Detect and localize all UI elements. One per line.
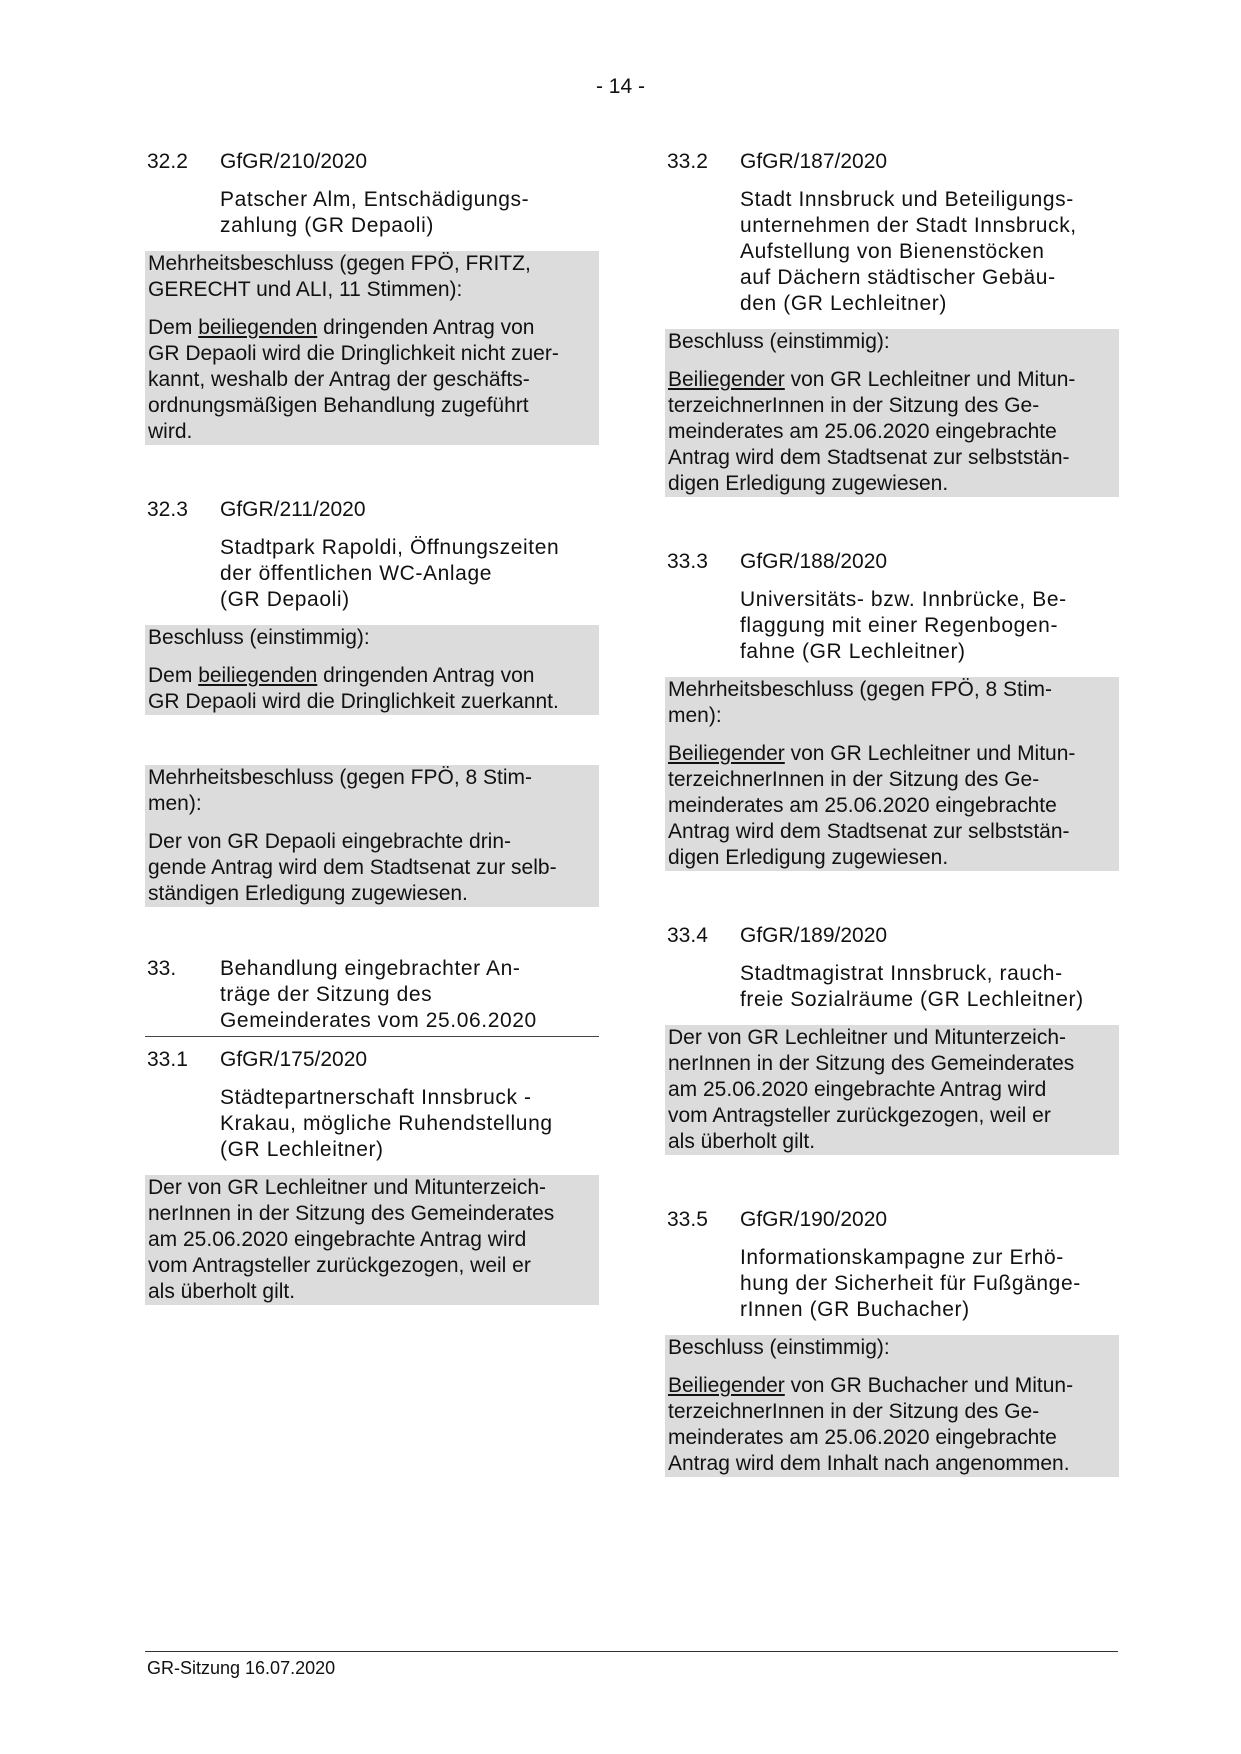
item-code: GfGR/188/2020 [740, 550, 888, 573]
page-number: - 14 - [595, 75, 645, 98]
item-code: GfGR/190/2020 [740, 1208, 888, 1231]
decision-text: Dem beiliegenden dringenden Antrag von GR Depaoli wird die Dringlichkeit zuerkannt. [148, 664, 559, 713]
item-title: Universitäts- bzw. Innbrücke, Be- flaggung mit einer Regenbogen- fahne (GR Lechleitner) [740, 588, 1067, 663]
item-32-2 [145, 149, 599, 445]
decision-block [145, 251, 599, 445]
item-title: Stadt Innsbruck und Beteiligungs- unternehmen der Stadt Innsbruck, Aufstellung von Bienenstöcken auf Dächern städtischer Gebäu- den (GR Lechleitner) [740, 188, 1077, 315]
decision-type: Beschluss (einstimmig): [148, 626, 370, 649]
item-33-heading [145, 956, 599, 1037]
decision-text: Beiliegender von GR Lechleitner und Mitun- terzeichnerInnen in der Sitzung des Ge- meinderates am 25.06.2020 eingebrachte Antrag wird dem Stadtsenat zur selbststän- digen Erledigung zugewiesen. [668, 742, 1076, 869]
decision-type: Mehrheitsbeschluss (gegen FPÖ, 8 Stim- men): [668, 678, 1052, 727]
decision-type: Mehrheitsbeschluss (gegen FPÖ, FRITZ, GERECHT und ALI, 11 Stimmen): [148, 252, 531, 301]
item-code: GfGR/210/2020 [220, 150, 368, 173]
item-33-5 [665, 1207, 1119, 1477]
decision-text: Beiliegender von GR Buchacher und Mitun- terzeichnerInnen in der Sitzung des Ge- meinderates am 25.06.2020 eingebrachte Antrag wird dem Inhalt nach angenommen. [668, 1374, 1074, 1475]
attachment-link: Beiliegender [668, 1374, 785, 1397]
section-title: Behandlung eingebrachter An- träge der Sitzung des Gemeinderates vom 25.06.2020 [220, 957, 537, 1032]
item-number: 32.2 [147, 150, 188, 173]
decision-text: Der von GR Lechleitner und Mitunterzeich- nerInnen in der Sitzung des Gemeinderates am 25.06.2020 eingebrachte Antrag wird vom Antragsteller zurückgezogen, weil er als überholt gilt. [145, 1175, 599, 1305]
left-column [145, 149, 599, 1305]
item-33-4 [665, 923, 1119, 1155]
decision-block [665, 1335, 1119, 1477]
attachment-link: beiliegenden [198, 316, 318, 339]
decision-text: Der von GR Depaoli eingebrachte drin- gende Antrag wird dem Stadtsenat zur selb- ständigen Erledigung zugewiesen. [148, 830, 557, 905]
section-number: 33. [147, 957, 177, 980]
item-title: Städtepartnerschaft Innsbruck - Krakau, mögliche Ruhendstellung (GR Lechleitner) [220, 1086, 553, 1161]
decision-type: Beschluss (einstimmig): [668, 330, 890, 353]
footer-divider [145, 1651, 1118, 1652]
footer-text: GR-Sitzung 16.07.2020 [147, 1658, 336, 1678]
attachment-link: Beiliegender [668, 742, 785, 765]
item-number: 33.2 [667, 150, 708, 173]
item-number: 33.1 [147, 1048, 188, 1071]
decision-block [665, 329, 1119, 497]
item-number: 33.4 [667, 924, 708, 947]
item-33-2 [665, 149, 1119, 497]
decision-type: Beschluss (einstimmig): [668, 1336, 890, 1359]
item-code: GfGR/189/2020 [740, 924, 888, 947]
decision-block-2 [145, 765, 599, 907]
decision-text: Dem beiliegenden dringenden Antrag von GR Depaoli wird die Dringlichkeit nicht zuer- kannt, weshalb der Antrag der geschäfts- ordnungsmäßigen Behandlung zugeführt wird. [148, 316, 559, 443]
item-code: GfGR/211/2020 [220, 498, 366, 521]
decision-text: Der von GR Lechleitner und Mitunterzeich- nerInnen in der Sitzung des Gemeinderates am 25.06.2020 eingebrachte Antrag wird vom Antragsteller zurückgezogen, weil er als überholt gilt. [665, 1025, 1119, 1155]
item-title: Stadtpark Rapoldi, Öffnungszeiten der öffentlichen WC-Anlage (GR Depaoli) [220, 536, 560, 611]
right-column [665, 149, 1119, 1477]
item-title: Patscher Alm, Entschädigungs- zahlung (GR Depaoli) [220, 188, 530, 237]
item-title: Informationskampagne zur Erhö- hung der Sicherheit für Fußgänge- rInnen (GR Buchacher) [740, 1246, 1081, 1321]
item-33-1 [145, 1047, 599, 1305]
attachment-link: Beiliegender [668, 368, 785, 391]
item-number: 32.3 [147, 498, 188, 521]
item-title: Stadtmagistrat Innsbruck, rauch- freie Sozialräume (GR Lechleitner) [740, 962, 1084, 1011]
decision-type: Mehrheitsbeschluss (gegen FPÖ, 8 Stim- men): [148, 766, 532, 815]
item-code: GfGR/187/2020 [740, 150, 888, 173]
decision-text: Beiliegender von GR Lechleitner und Mitun- terzeichnerInnen in der Sitzung des Ge- meinderates am 25.06.2020 eingebrachte Antrag wird dem Stadtsenat zur selbststän- digen Erledigung zugewiesen. [668, 368, 1076, 495]
attachment-link: beiliegenden [198, 664, 318, 687]
item-code: GfGR/175/2020 [220, 1048, 368, 1071]
item-number: 33.5 [667, 1208, 708, 1231]
item-32-3 [145, 497, 599, 907]
item-33-3 [665, 549, 1119, 871]
decision-block [665, 677, 1119, 871]
decision-block [145, 625, 599, 715]
item-number: 33.3 [667, 550, 708, 573]
